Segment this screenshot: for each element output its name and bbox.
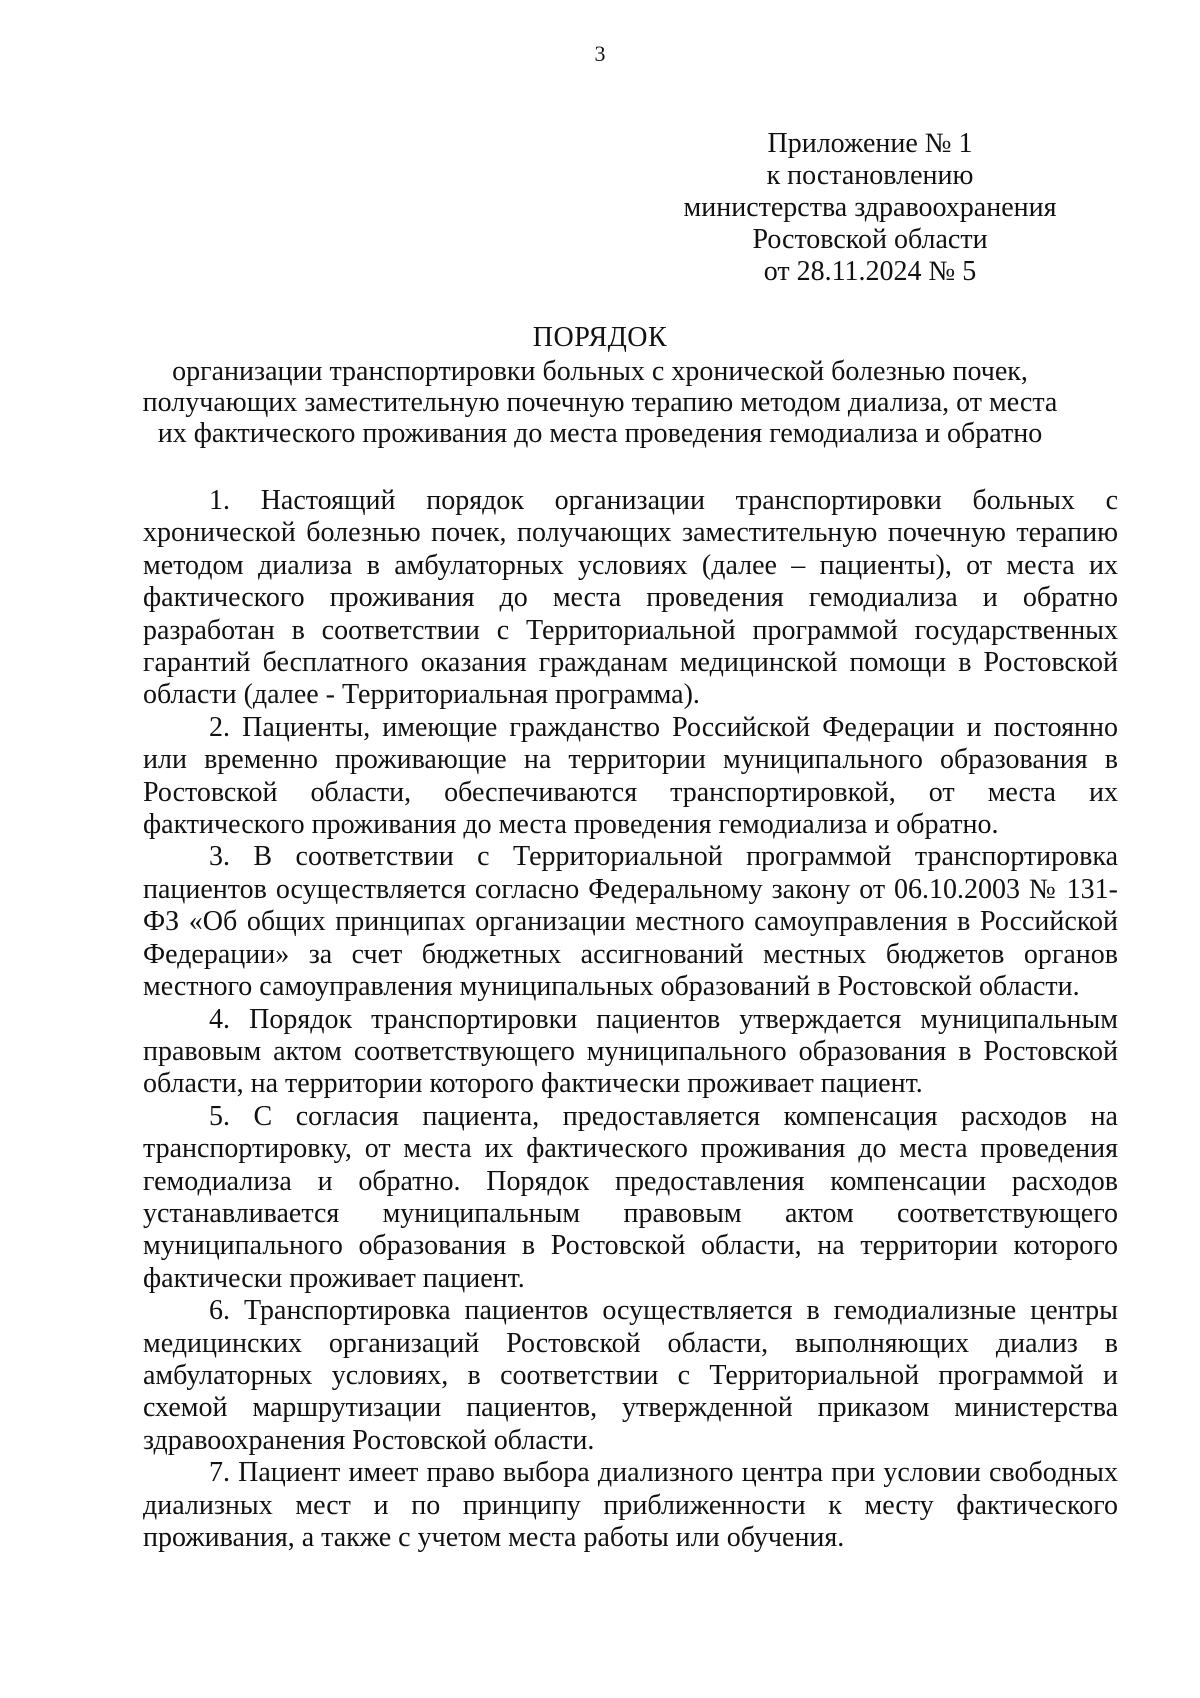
- subtitle-line: организации транспортировки больных с хронической болезнью почек,: [172, 356, 1028, 387]
- paragraph-5: 5. С согласия пациента, предоставляется компенсация расходов на транспортировку, от места их фактического проживания до места проведения гемодиализа и обратно. Порядок предоставления компенсации расходов устанавливается муниципальным правовым актом соответствующего муниципального образования в Ростовской области, на территории которого фактически проживает пациент.: [143, 1100, 1118, 1294]
- appendix-line: к постановлению: [766, 160, 974, 191]
- paragraph-3: 3. В соответствии с Территориальной программой транспортировка пациентов осуществляется согласно Федеральному закону от 06.10.2003 № 131-ФЗ «Об общих принципах организации местного самоуправления в Российской Федерации» за счет бюджетных ассигнований местных бюджетов органов местного самоуправления муниципальных образований в Ростовской области.: [143, 841, 1118, 1003]
- appendix-line: Ростовской области: [752, 224, 988, 255]
- document-title: ПОРЯДОК: [532, 322, 668, 353]
- appendix-line: Приложение № 1: [767, 128, 973, 159]
- appendix-header: [660, 128, 1080, 288]
- document-body: [143, 485, 1118, 1554]
- appendix-line: министерства здравоохранения: [683, 192, 1057, 223]
- appendix-line: от 28.11.2024 № 5: [763, 256, 977, 287]
- subtitle-line: получающих заместительную почечную терапию методом диализа, от места: [142, 387, 1058, 418]
- document-subtitle: [80, 356, 1120, 449]
- paragraph-6: 6. Транспортировка пациентов осуществляется в гемодиализные центры медицинских организаций Ростовской области, выполняющих диализ в амбулаторных условиях, в соответствии с Территориальной программой и схемой маршрутизации пациентов, утвержденной приказом министерства здравоохранения Ростовской области.: [143, 1295, 1118, 1456]
- paragraph-4: 4. Порядок транспортировки пациентов утверждается муниципальным правовым актом соответствующего муниципального образования в Ростовской области, на территории которого фактически проживает пациент.: [143, 1003, 1118, 1100]
- paragraph-7: 7. Пациент имеет право выбора диализного центра при условии свободных диализных мест и по принципу приближенности к месту фактического проживания, а также с учетом места работы или обучения.: [143, 1457, 1118, 1553]
- paragraph-1: 1. Настоящий порядок организации транспортировки больных с хронической болезнью почек, получающих заместительную почечную терапию методом диализа в амбулаторных условиях (далее – пациенты), от места их фактического проживания до места проведения гемодиализа и обратно разработан в соответствии с Территориальной программой государственных гарантий бесплатного оказания гражданам медицинской помощи в Ростовской области (далее - Территориальная программа).: [143, 485, 1118, 711]
- paragraph-2: 2. Пациенты, имеющие гражданство Российской Федерации и постоянно или временно проживающие на территории муниципального образования в Ростовской области, обеспечиваются транспортировкой, от места их фактического проживания до места проведения гемодиализа и обратно.: [143, 711, 1118, 841]
- subtitle-line: их фактического проживания до места проведения гемодиализа и обратно: [157, 418, 1043, 449]
- page-number: 3: [594, 41, 606, 66]
